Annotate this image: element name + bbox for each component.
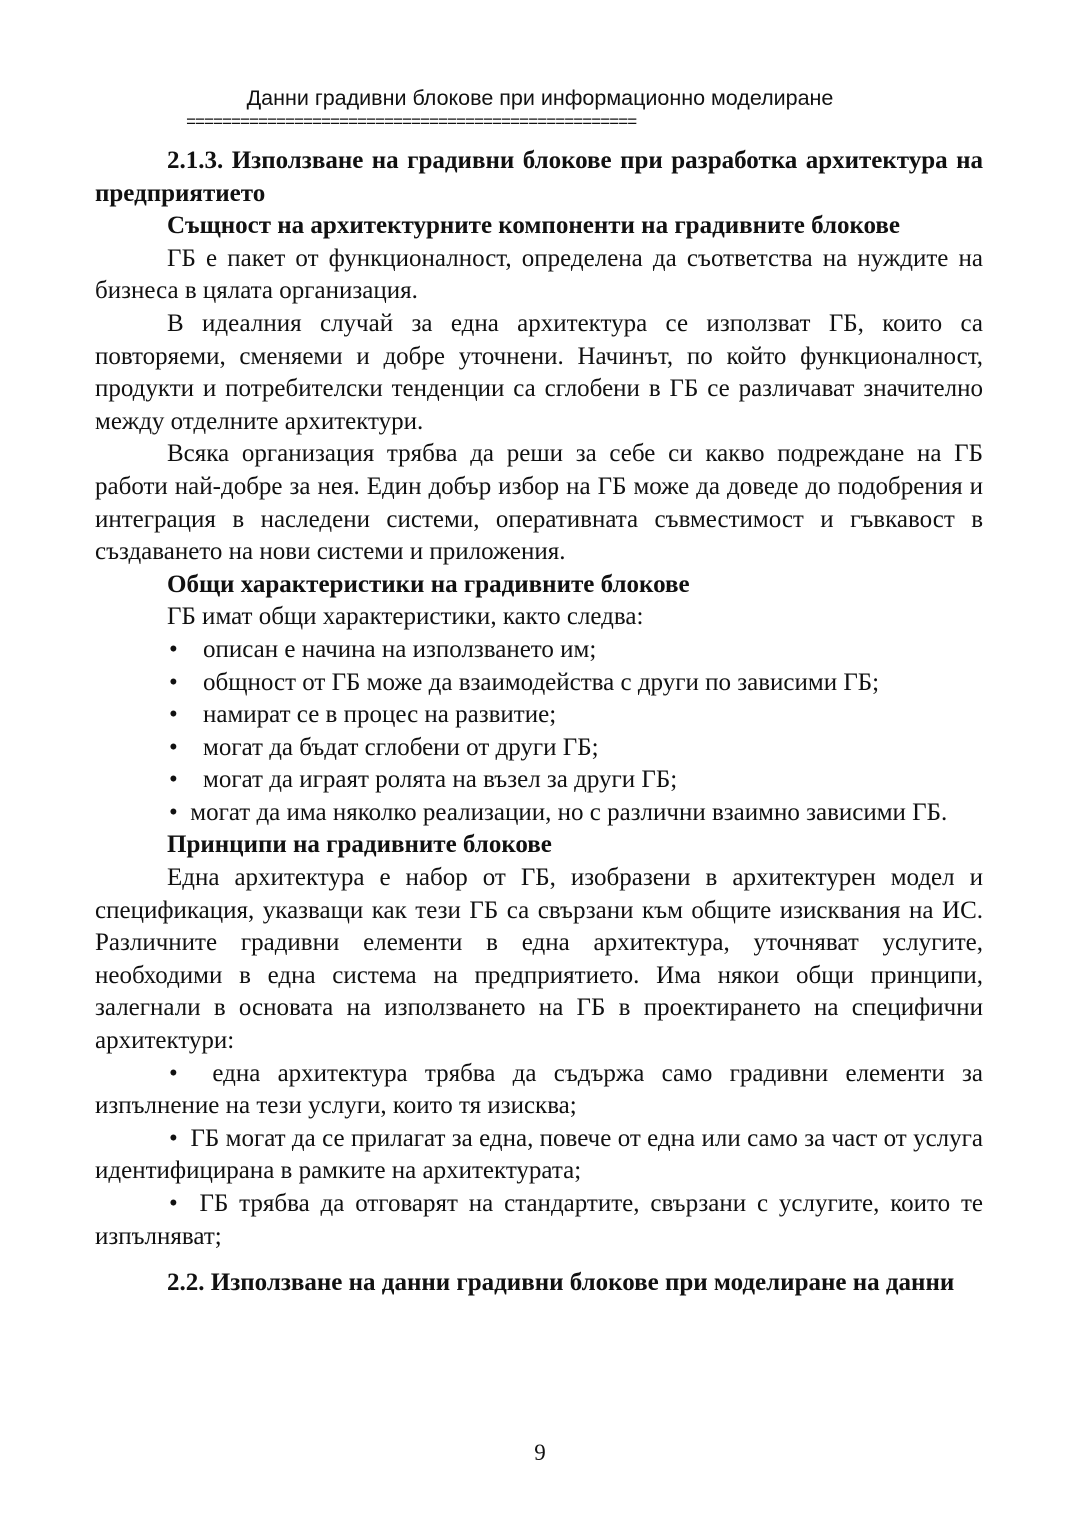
page-content xyxy=(95,145,983,1300)
running-header: Данни градивни блокове при информационно моделиране xyxy=(246,86,834,110)
section-gap xyxy=(95,1253,983,1267)
paragraph-3: Всяка организация трябва да реши за себе си какво подреждане на ГБ работи най-добре за нея. Един добър избор на ГБ може да доведе до подобрения и интеграция в наследени системи, оперативната съвместимост и гъвкавост в създаването на нови системи и приложения. xyxy=(95,440,983,566)
list-item-wrapped: • една архитектура трябва да съдържа само градивни елементи за изпълнение на тези услуги, които тя изисква; xyxy=(95,1059,983,1120)
section-heading-2-2: 2.2. Използване на данни градивни блокове при моделиране на данни xyxy=(167,1269,955,1297)
list-item: • описан е начина на използването им; xyxy=(95,634,983,667)
subheading-principles: Принципи на градивните блокове xyxy=(167,831,552,859)
paragraph-1: ГБ е пакет от функционалност, определена да съответства на нуждите на бизнеса в цялата организация. xyxy=(95,244,983,305)
list-item: • могат да играят ролята на възел за други ГБ; xyxy=(95,764,983,797)
list-item: • намират се в процес на развитие; xyxy=(95,699,983,732)
list-item-text: ГБ могат да се прилагат за една, повече от една или само за част от услуга идентифицирана в рамките на архитектурата; xyxy=(95,1124,983,1185)
list-item-text: могат да има няколко реализации, но с различни взаимно зависими ГБ. xyxy=(190,798,948,826)
list-item: • общност от ГБ може да взаимодейства с други по зависими ГБ; xyxy=(95,667,983,700)
subheading-essence: Същност на архитектурните компоненти на градивните блокове xyxy=(167,212,901,240)
list-item-wrapped: • ГБ могат да се прилагат за една, повече от една или само за част от услуга идентифицирана в рамките на архитектурата; xyxy=(95,1124,983,1185)
section-heading-2-1-3: 2.1.3. Използване на градивни блокове при разработка архитектура на предприятието xyxy=(95,147,983,207)
subheading-characteristics: Общи характеристики на градивните блокове xyxy=(167,570,690,598)
list-item-text: ГБ трябва да отговарят на стандартите, свързани с услугите, които те изпълняват; xyxy=(95,1190,983,1250)
paragraph-2: В идеалния случай за една архитектура се използват ГБ, които са повторяеми, сменяеми и добре уточнени. Начинът, по който функционалност, продукти и потребителски тенденции са сглобени в ГБ се различават значително между отделните архитектури. xyxy=(95,309,983,435)
list-item: • могат да бъдат сглобени от други ГБ; xyxy=(95,732,983,765)
page-number: 9 xyxy=(534,1440,546,1465)
list-item-text: една архитектура трябва да съдържа само градивни елементи за изпълнение на тези услуги, които тя изисква; xyxy=(95,1059,983,1120)
paragraph-4: ГБ имат общи характеристики, както следва: xyxy=(167,603,644,631)
list-item-wrapped: • ГБ трябва да отговарят на стандартите, свързани с услугите, които те изпълняват; xyxy=(95,1190,983,1250)
list-item-wrapped: • могат да има няколко реализации, но с различни взаимно зависими ГБ. xyxy=(169,798,948,826)
paragraph-5: Една архитектура е набор от ГБ, изобразени в архитектурен модел и спецификация, указващи как тези ГБ са свързани към общите изисквания на ИС. Различните градивни елементи в една архитектура, уточняват услугите, необходими в една система на предприятието. Има някои общи принципи, залегнали в основата на използването на ГБ в проектирането на специфични архитектури: xyxy=(95,864,983,1055)
header-rule: ================================================== xyxy=(186,114,637,133)
